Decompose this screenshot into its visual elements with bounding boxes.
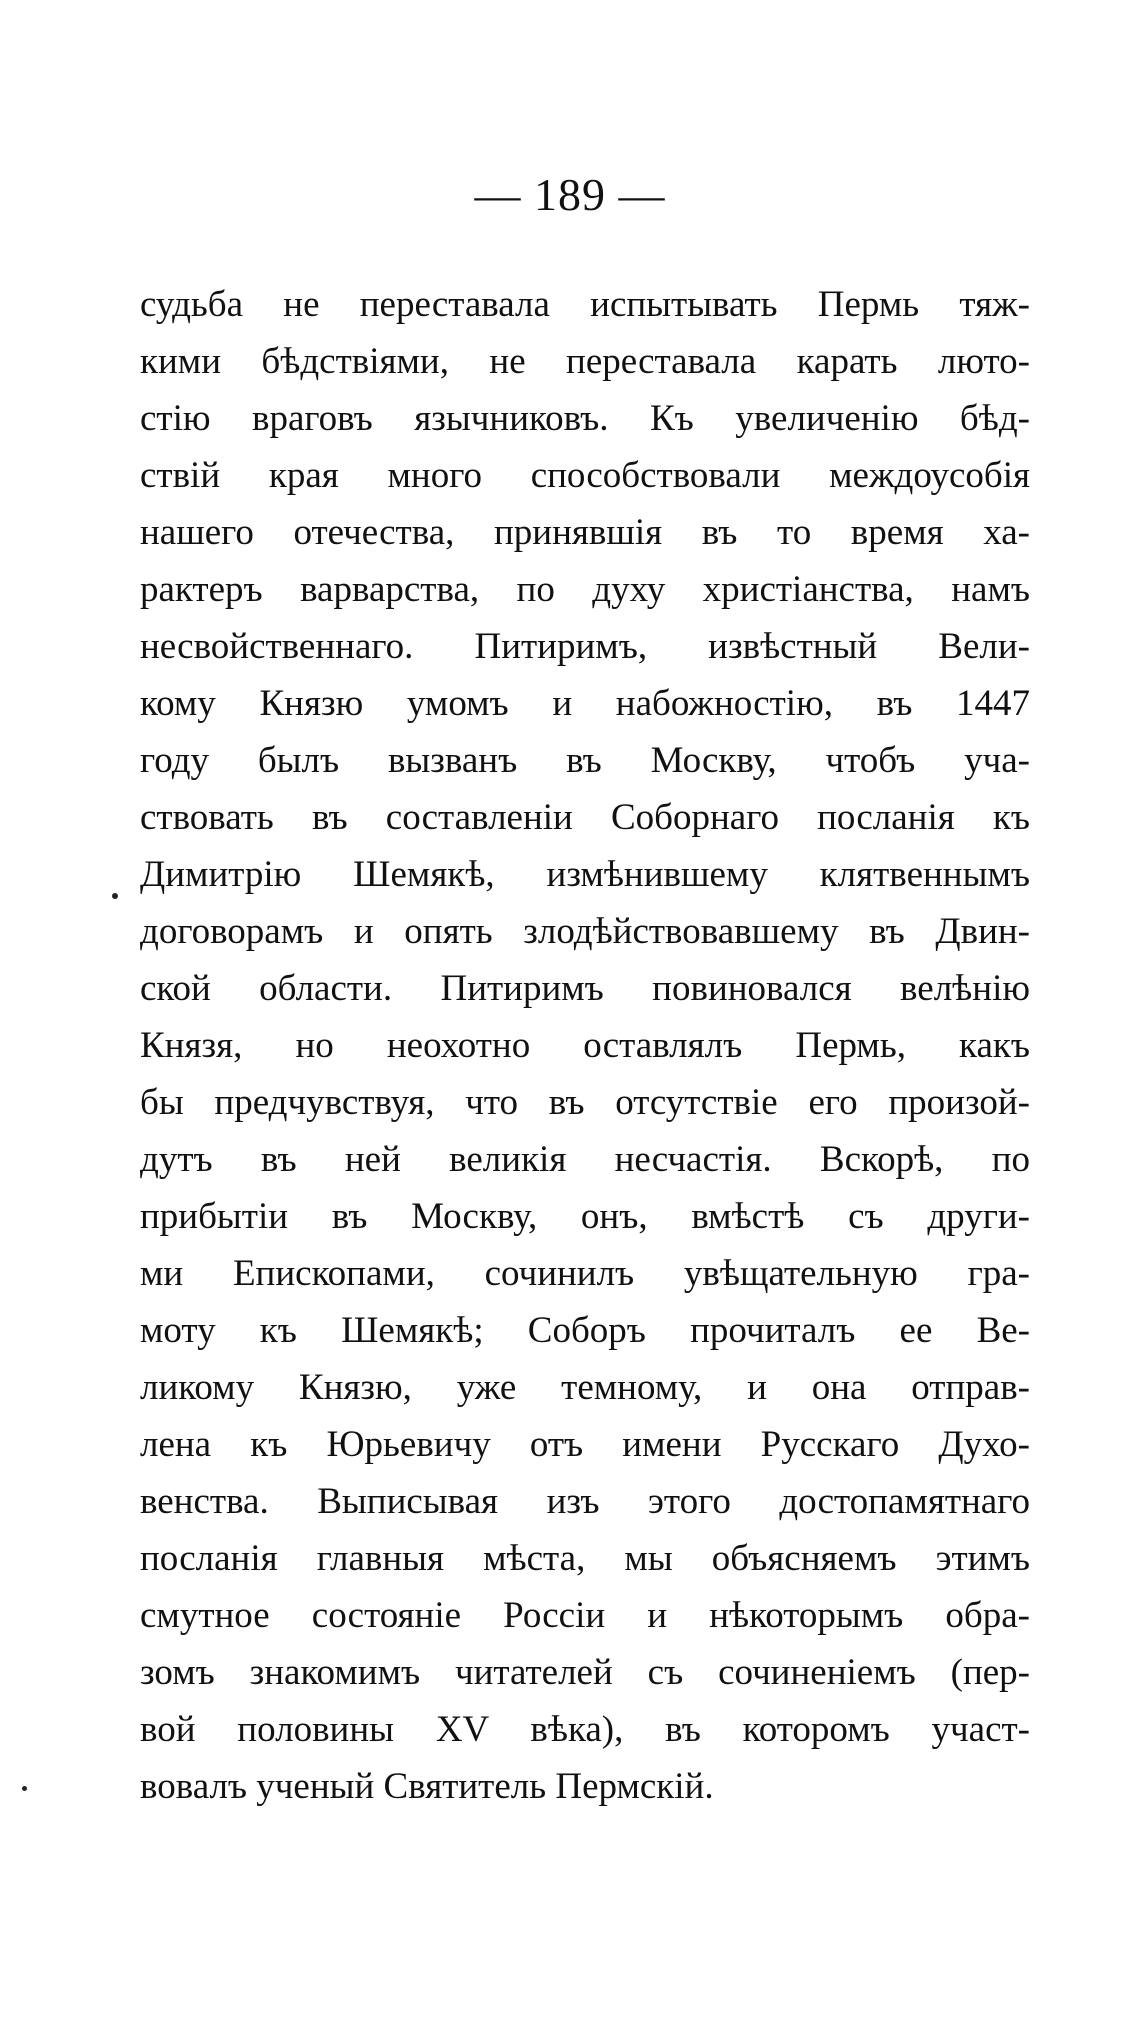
text-line: нашего отечества, принявшія въ то время ха- [140,512,1030,553]
text-line: вовалъ ученый Святитель Пермскій. [140,1766,714,1807]
page-number: — 189 — [474,169,666,220]
text-line: лена къ Юрьевичу отъ имени Русскаго Духо- [140,1424,1030,1465]
text-line: ликому Князю, уже темному, и она отправ- [140,1367,1030,1408]
text-line: бы предчувствуя, что въ отсутствіе его произой- [140,1082,1030,1123]
text-line: кому Князю умомъ и набожностію, въ 1447 [140,683,1030,724]
text-line: стію враговъ язычниковъ. Къ увеличенію бѣд- [140,398,1030,439]
text-line: венства. Выписывая изъ этого достопамятнаго [140,1481,1030,1522]
text-line: договорамъ и опять злодѣйствовавшему въ Двин- [140,911,1030,952]
text-line: рактеръ варварства, по духу христіанства, намъ [140,569,1030,610]
text-line: прибытіи въ Москву, онъ, вмѣстѣ съ други- [140,1196,1030,1237]
text-line: ской области. Питиримъ повиновался велѣнію [140,968,1030,1009]
body-text [140,276,1030,1815]
text-line: ми Епископами, сочинилъ увѣщательную гра- [140,1253,1030,1294]
text-line: зомъ знакомимъ читателей съ сочиненіемъ (пер- [140,1652,1030,1693]
text-line: ствій края много способствовали междоусобія [140,455,1030,496]
text-line: посланія главныя мѣста, мы объясняемъ этимъ [140,1538,1030,1579]
text-line: судьба не переставала испытывать Пермь тяж- [140,284,1030,325]
text-line: кими бѣдствіями, не переставала карать люто- [140,341,1030,382]
text-line: дутъ въ ней великія несчастія. Вскорѣ, по [140,1139,1030,1180]
text-line: моту къ Шемякѣ; Соборъ прочиталъ ее Ве- [140,1310,1030,1351]
margin-speck [22,1786,27,1791]
text-line: году былъ вызванъ въ Москву, чтобъ уча- [140,740,1030,781]
text-line: несвойственнаго. Питиримъ, извѣстный Вели- [140,626,1030,667]
text-line: Князя, но неохотно оставлялъ Пермь, какъ [140,1025,1030,1066]
text-line: вой половины XV вѣка), въ которомъ участ- [140,1709,1030,1750]
margin-speck [112,893,118,899]
text-line: ствовать въ составленіи Соборнаго посланія къ [140,797,1030,838]
text-line: смутное состояніе Россіи и нѣкоторымъ обра- [140,1595,1030,1636]
text-line: Димитрію Шемякѣ, измѣнившему клятвеннымъ [140,854,1030,895]
